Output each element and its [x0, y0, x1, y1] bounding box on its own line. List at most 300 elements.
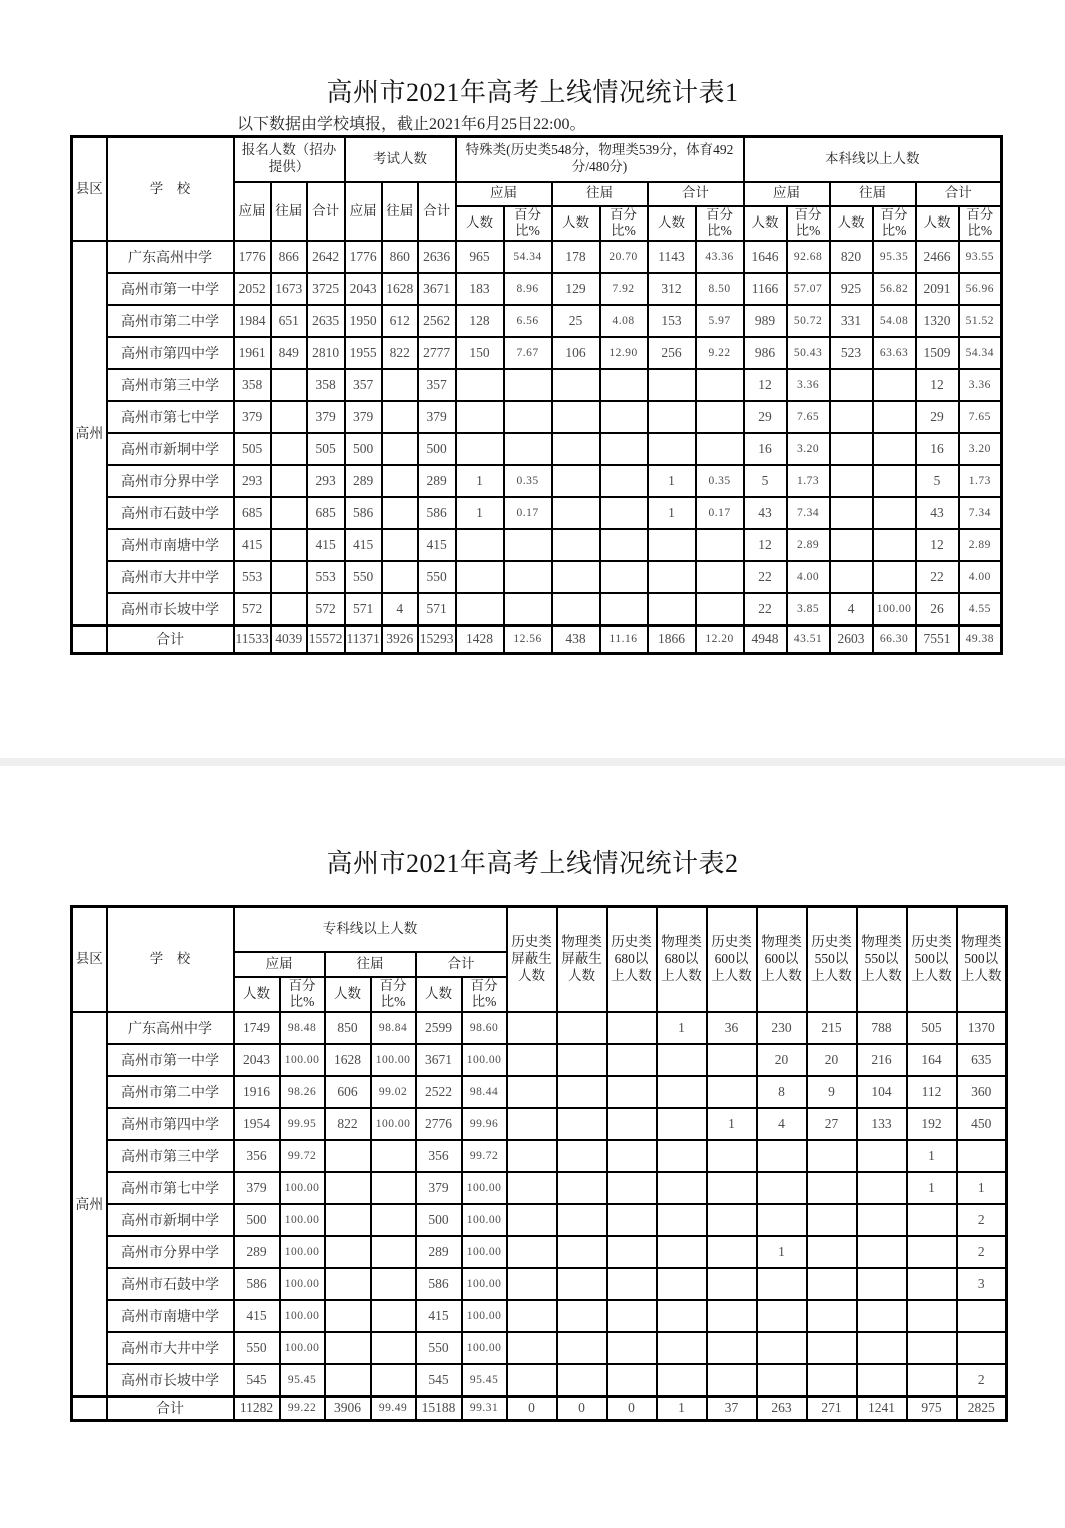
value-cell: 0.17 — [696, 497, 744, 529]
value-cell: 100.00 — [462, 1044, 507, 1076]
value-cell — [957, 1300, 1007, 1332]
total-value-cell: 11.16 — [600, 625, 648, 653]
value-cell: 4 — [830, 593, 873, 625]
value-cell: 43 — [744, 497, 787, 529]
value-cell: 100.00 — [280, 1300, 325, 1332]
t1-header-baifenbi: 百分比% — [959, 206, 1002, 242]
t1-header-renshu: 人数 — [552, 206, 600, 242]
t2-header-lishi-pingbi: 历史类屏蔽生人数 — [507, 907, 557, 1013]
value-cell: 99.02 — [371, 1076, 416, 1108]
value-cell — [507, 1268, 557, 1300]
total-value-cell: 4948 — [744, 625, 787, 653]
value-cell — [504, 529, 552, 561]
value-cell: 379 — [418, 401, 456, 433]
value-cell — [607, 1076, 657, 1108]
school-row — [72, 337, 1002, 369]
value-cell: 1916 — [234, 1076, 280, 1108]
value-cell: 635 — [957, 1044, 1007, 1076]
value-cell: 379 — [234, 1172, 280, 1204]
t1-header-renshu: 人数 — [916, 206, 959, 242]
value-cell: 8.96 — [504, 273, 552, 305]
value-cell: 12 — [916, 369, 959, 401]
value-cell — [907, 1332, 957, 1364]
value-cell: 2 — [957, 1204, 1007, 1236]
t1-header-baifenbi: 百分比% — [873, 206, 916, 242]
value-cell: 54.34 — [959, 337, 1002, 369]
value-cell — [696, 529, 744, 561]
school-row — [72, 1300, 1007, 1332]
school-row — [72, 497, 1002, 529]
value-cell — [382, 433, 418, 465]
value-cell — [271, 433, 307, 465]
value-cell: 2599 — [416, 1012, 462, 1044]
t2-header-wuli-550: 物理类550以上人数 — [857, 907, 907, 1013]
value-cell — [325, 1268, 371, 1300]
total-value-cell: 15572 — [307, 625, 345, 653]
value-cell — [657, 1140, 707, 1172]
value-cell: 2777 — [418, 337, 456, 369]
school-row — [72, 241, 1002, 273]
value-cell: 849 — [271, 337, 307, 369]
value-cell: 153 — [648, 305, 696, 337]
value-cell: 500 — [345, 433, 382, 465]
value-cell: 1 — [456, 497, 504, 529]
value-cell: 56.96 — [959, 273, 1002, 305]
value-cell — [657, 1076, 707, 1108]
table1-container — [70, 135, 1003, 655]
value-cell: 415 — [234, 1300, 280, 1332]
value-cell — [507, 1172, 557, 1204]
district-cell: 高州 — [72, 1012, 107, 1396]
total-value-cell: 99.49 — [371, 1396, 416, 1420]
school-row — [72, 1204, 1007, 1236]
value-cell — [325, 1204, 371, 1236]
value-cell — [830, 465, 873, 497]
total-value-cell: 43.51 — [787, 625, 830, 653]
value-cell: 12 — [744, 369, 787, 401]
value-cell — [648, 529, 696, 561]
value-cell: 606 — [325, 1076, 371, 1108]
value-cell: 100.00 — [280, 1172, 325, 1204]
t2-header-lishi-500: 历史类500以上人数 — [907, 907, 957, 1013]
value-cell: 360 — [957, 1076, 1007, 1108]
value-cell — [507, 1140, 557, 1172]
value-cell: 356 — [234, 1140, 280, 1172]
value-cell — [456, 561, 504, 593]
value-cell — [557, 1236, 607, 1268]
value-cell: 1673 — [271, 273, 307, 305]
value-cell: 1143 — [648, 241, 696, 273]
value-cell — [607, 1204, 657, 1236]
school-row — [72, 401, 1002, 433]
value-cell: 98.26 — [280, 1076, 325, 1108]
value-cell: 9.22 — [696, 337, 744, 369]
t2-header-wuli-600: 物理类600以上人数 — [757, 907, 807, 1013]
value-cell — [271, 529, 307, 561]
value-cell — [657, 1364, 707, 1396]
value-cell — [648, 433, 696, 465]
school-row — [72, 1140, 1007, 1172]
t2-header-heji: 合计 — [416, 952, 507, 977]
t1-header-wangjie: 往届 — [271, 182, 307, 242]
value-cell: 1628 — [325, 1044, 371, 1076]
total-value-cell: 49.38 — [959, 625, 1002, 653]
page-divider — [0, 758, 1065, 766]
total-value-cell: 11282 — [234, 1396, 280, 1420]
value-cell: 550 — [345, 561, 382, 593]
value-cell: 822 — [325, 1108, 371, 1140]
value-cell — [807, 1140, 857, 1172]
t2-header-group-zhuanke: 专科线以上人数 — [234, 907, 507, 952]
value-cell — [557, 1268, 607, 1300]
value-cell — [552, 369, 600, 401]
value-cell — [707, 1268, 757, 1300]
t2-header-lishi-550: 历史类550以上人数 — [807, 907, 857, 1013]
total-value-cell: 1428 — [456, 625, 504, 653]
value-cell: 379 — [307, 401, 345, 433]
value-cell: 553 — [234, 561, 271, 593]
school-name-cell: 高州市分界中学 — [107, 1236, 234, 1268]
value-cell: 822 — [382, 337, 418, 369]
value-cell — [857, 1268, 907, 1300]
value-cell: 2635 — [307, 305, 345, 337]
value-cell — [325, 1364, 371, 1396]
value-cell: 27 — [807, 1108, 857, 1140]
t2-header-wuli-pingbi: 物理类屏蔽生人数 — [557, 907, 607, 1013]
value-cell: 7.67 — [504, 337, 552, 369]
value-cell — [830, 529, 873, 561]
value-cell — [600, 401, 648, 433]
value-cell — [552, 561, 600, 593]
value-cell: 571 — [345, 593, 382, 625]
value-cell: 100.00 — [280, 1268, 325, 1300]
value-cell: 100.00 — [462, 1332, 507, 1364]
value-cell — [607, 1364, 657, 1396]
value-cell: 128 — [456, 305, 504, 337]
value-cell: 106 — [552, 337, 600, 369]
value-cell: 129 — [552, 273, 600, 305]
value-cell — [557, 1300, 607, 1332]
value-cell: 22 — [916, 561, 959, 593]
school-name-cell: 高州市新垌中学 — [107, 1204, 234, 1236]
value-cell — [907, 1236, 957, 1268]
value-cell: 572 — [307, 593, 345, 625]
school-name-cell: 高州市第二中学 — [107, 305, 234, 337]
value-cell: 2091 — [916, 273, 959, 305]
value-cell — [830, 497, 873, 529]
t1-header-heji: 合计 — [418, 182, 456, 242]
value-cell — [857, 1172, 907, 1204]
value-cell — [707, 1044, 757, 1076]
value-cell — [648, 401, 696, 433]
value-cell — [707, 1236, 757, 1268]
value-cell — [657, 1108, 707, 1140]
school-name-cell: 广东高州中学 — [107, 241, 234, 273]
value-cell — [600, 497, 648, 529]
value-cell — [657, 1204, 707, 1236]
t2-header-baifenbi: 百分比% — [280, 977, 325, 1013]
total-value-cell: 12.56 — [504, 625, 552, 653]
t1-header-heji: 合计 — [307, 182, 345, 242]
value-cell — [873, 401, 916, 433]
value-cell: 25 — [552, 305, 600, 337]
school-name-cell: 高州市大井中学 — [107, 561, 234, 593]
value-cell: 415 — [418, 529, 456, 561]
total-label-cell: 合计 — [107, 625, 234, 653]
value-cell: 415 — [234, 529, 271, 561]
value-cell: 1 — [657, 1012, 707, 1044]
value-cell: 1166 — [744, 273, 787, 305]
value-cell: 415 — [416, 1300, 462, 1332]
value-cell: 2636 — [418, 241, 456, 273]
value-cell: 2522 — [416, 1076, 462, 1108]
table1-subtitle: 以下数据由学校填报，截止2021年6月25日22:00。 — [237, 116, 586, 133]
value-cell: 95.45 — [280, 1364, 325, 1396]
value-cell: 357 — [345, 369, 382, 401]
t1-header-yingjie: 应届 — [345, 182, 382, 242]
value-cell — [757, 1140, 807, 1172]
value-cell — [557, 1140, 607, 1172]
value-cell: 1509 — [916, 337, 959, 369]
value-cell: 4.55 — [959, 593, 1002, 625]
value-cell — [271, 497, 307, 529]
value-cell: 1 — [648, 465, 696, 497]
value-cell: 550 — [418, 561, 456, 593]
value-cell — [271, 401, 307, 433]
value-cell: 20 — [757, 1044, 807, 1076]
value-cell: 545 — [234, 1364, 280, 1396]
value-cell — [504, 593, 552, 625]
district-empty-cell — [72, 1396, 107, 1420]
value-cell: 1646 — [744, 241, 787, 273]
total-value-cell: 1 — [657, 1396, 707, 1420]
value-cell: 2 — [957, 1364, 1007, 1396]
value-cell — [757, 1172, 807, 1204]
school-name-cell: 高州市新垌中学 — [107, 433, 234, 465]
t1-header-group-teshu: 特殊类(历史类548分，物理类539分，体育492分/480分) — [456, 137, 744, 182]
total-value-cell: 0 — [607, 1396, 657, 1420]
value-cell — [830, 369, 873, 401]
value-cell: 965 — [456, 241, 504, 273]
value-cell — [707, 1076, 757, 1108]
value-cell: 2642 — [307, 241, 345, 273]
value-cell: 685 — [234, 497, 271, 529]
total-label-cell: 合计 — [107, 1396, 234, 1420]
value-cell: 63.63 — [873, 337, 916, 369]
value-cell — [504, 433, 552, 465]
school-row — [72, 1364, 1007, 1396]
t1-header-renshu: 人数 — [744, 206, 787, 242]
school-name-cell: 高州市第一中学 — [107, 1044, 234, 1076]
value-cell — [873, 561, 916, 593]
value-cell: 1984 — [234, 305, 271, 337]
total-value-cell: 66.30 — [873, 625, 916, 653]
value-cell: 293 — [307, 465, 345, 497]
value-cell: 0.35 — [696, 465, 744, 497]
value-cell — [873, 497, 916, 529]
value-cell: 104 — [857, 1076, 907, 1108]
value-cell: 2052 — [234, 273, 271, 305]
school-row — [72, 273, 1002, 305]
t1-header-baifenbi: 百分比% — [696, 206, 744, 242]
value-cell: 20.70 — [600, 241, 648, 273]
value-cell — [957, 1332, 1007, 1364]
value-cell — [507, 1012, 557, 1044]
value-cell: 256 — [648, 337, 696, 369]
value-cell: 1 — [757, 1236, 807, 1268]
value-cell: 358 — [234, 369, 271, 401]
value-cell: 925 — [830, 273, 873, 305]
value-cell — [857, 1300, 907, 1332]
value-cell — [657, 1044, 707, 1076]
value-cell: 95.45 — [462, 1364, 507, 1396]
value-cell: 3671 — [416, 1044, 462, 1076]
t1-header-baifenbi: 百分比% — [504, 206, 552, 242]
value-cell: 22 — [744, 593, 787, 625]
value-cell — [557, 1364, 607, 1396]
total-value-cell: 11533 — [234, 625, 271, 653]
total-value-cell: 3906 — [325, 1396, 371, 1420]
school-name-cell: 高州市第四中学 — [107, 1108, 234, 1140]
value-cell: 289 — [345, 465, 382, 497]
value-cell: 289 — [418, 465, 456, 497]
value-cell — [456, 401, 504, 433]
value-cell — [857, 1204, 907, 1236]
value-cell — [873, 369, 916, 401]
school-row — [72, 1076, 1007, 1108]
value-cell: 1961 — [234, 337, 271, 369]
value-cell: 2043 — [345, 273, 382, 305]
t2-header-renshu: 人数 — [416, 977, 462, 1013]
value-cell — [456, 433, 504, 465]
value-cell: 586 — [416, 1268, 462, 1300]
value-cell: 3671 — [418, 273, 456, 305]
value-cell: 500 — [418, 433, 456, 465]
school-row — [72, 1172, 1007, 1204]
value-cell — [552, 433, 600, 465]
value-cell — [552, 401, 600, 433]
t1-header-heji: 合计 — [648, 182, 744, 206]
value-cell — [557, 1332, 607, 1364]
value-cell: 50.43 — [787, 337, 830, 369]
total-value-cell: 2603 — [830, 625, 873, 653]
value-cell — [657, 1172, 707, 1204]
value-cell: 51.52 — [959, 305, 1002, 337]
value-cell — [707, 1204, 757, 1236]
value-cell: 26 — [916, 593, 959, 625]
value-cell: 1 — [907, 1140, 957, 1172]
school-row — [72, 1012, 1007, 1044]
value-cell — [382, 401, 418, 433]
value-cell — [504, 401, 552, 433]
value-cell — [271, 561, 307, 593]
school-name-cell: 高州市第三中学 — [107, 1140, 234, 1172]
value-cell — [371, 1300, 416, 1332]
t2-header-baifenbi: 百分比% — [462, 977, 507, 1013]
school-name-cell: 高州市第三中学 — [107, 369, 234, 401]
value-cell: 2562 — [418, 305, 456, 337]
school-row — [72, 1268, 1007, 1300]
value-cell — [907, 1204, 957, 1236]
value-cell — [873, 465, 916, 497]
value-cell: 1950 — [345, 305, 382, 337]
t1-header-yingjie: 应届 — [456, 182, 552, 206]
value-cell — [807, 1268, 857, 1300]
value-cell: 2776 — [416, 1108, 462, 1140]
value-cell — [657, 1332, 707, 1364]
value-cell: 523 — [830, 337, 873, 369]
value-cell: 685 — [307, 497, 345, 529]
school-name-cell: 高州市南塘中学 — [107, 1300, 234, 1332]
value-cell — [957, 1140, 1007, 1172]
value-cell: 572 — [234, 593, 271, 625]
value-cell: 1 — [957, 1172, 1007, 1204]
value-cell: 4.00 — [959, 561, 1002, 593]
total-value-cell: 37 — [707, 1396, 757, 1420]
value-cell — [600, 593, 648, 625]
table2-grid — [70, 905, 1008, 1422]
value-cell — [757, 1268, 807, 1300]
value-cell — [707, 1364, 757, 1396]
t2-header-wuli-500: 物理类500以上人数 — [957, 907, 1007, 1013]
total-row — [72, 1396, 1007, 1420]
value-cell: 22 — [744, 561, 787, 593]
t1-header-school: 学 校 — [107, 137, 234, 242]
t2-header-wangjie: 往届 — [325, 952, 416, 977]
value-cell: 183 — [456, 273, 504, 305]
value-cell — [371, 1236, 416, 1268]
value-cell — [371, 1332, 416, 1364]
value-cell: 100.00 — [280, 1332, 325, 1364]
total-value-cell: 4039 — [271, 625, 307, 653]
value-cell: 2 — [957, 1236, 1007, 1268]
value-cell: 57.07 — [787, 273, 830, 305]
value-cell: 500 — [234, 1204, 280, 1236]
school-name-cell: 高州市第七中学 — [107, 1172, 234, 1204]
value-cell: 192 — [907, 1108, 957, 1140]
value-cell: 8.50 — [696, 273, 744, 305]
total-value-cell: 271 — [807, 1396, 857, 1420]
value-cell: 98.84 — [371, 1012, 416, 1044]
value-cell: 2466 — [916, 241, 959, 273]
value-cell: 5.97 — [696, 305, 744, 337]
value-cell — [382, 369, 418, 401]
value-cell: 2810 — [307, 337, 345, 369]
value-cell: 1370 — [957, 1012, 1007, 1044]
value-cell: 54.34 — [504, 241, 552, 273]
value-cell — [552, 529, 600, 561]
value-cell — [507, 1332, 557, 1364]
value-cell — [607, 1268, 657, 1300]
total-value-cell: 99.31 — [462, 1396, 507, 1420]
t2-header-district: 县区 — [72, 907, 107, 1013]
value-cell: 860 — [382, 241, 418, 273]
value-cell: 1954 — [234, 1108, 280, 1140]
total-value-cell: 1866 — [648, 625, 696, 653]
value-cell — [325, 1140, 371, 1172]
value-cell: 379 — [234, 401, 271, 433]
value-cell: 150 — [456, 337, 504, 369]
value-cell — [807, 1236, 857, 1268]
value-cell: 1749 — [234, 1012, 280, 1044]
t2-header-school: 学 校 — [107, 907, 234, 1013]
value-cell: 312 — [648, 273, 696, 305]
total-value-cell: 99.22 — [280, 1396, 325, 1420]
value-cell: 100.00 — [462, 1204, 507, 1236]
value-cell: 1776 — [345, 241, 382, 273]
value-cell — [657, 1268, 707, 1300]
value-cell: 29 — [744, 401, 787, 433]
